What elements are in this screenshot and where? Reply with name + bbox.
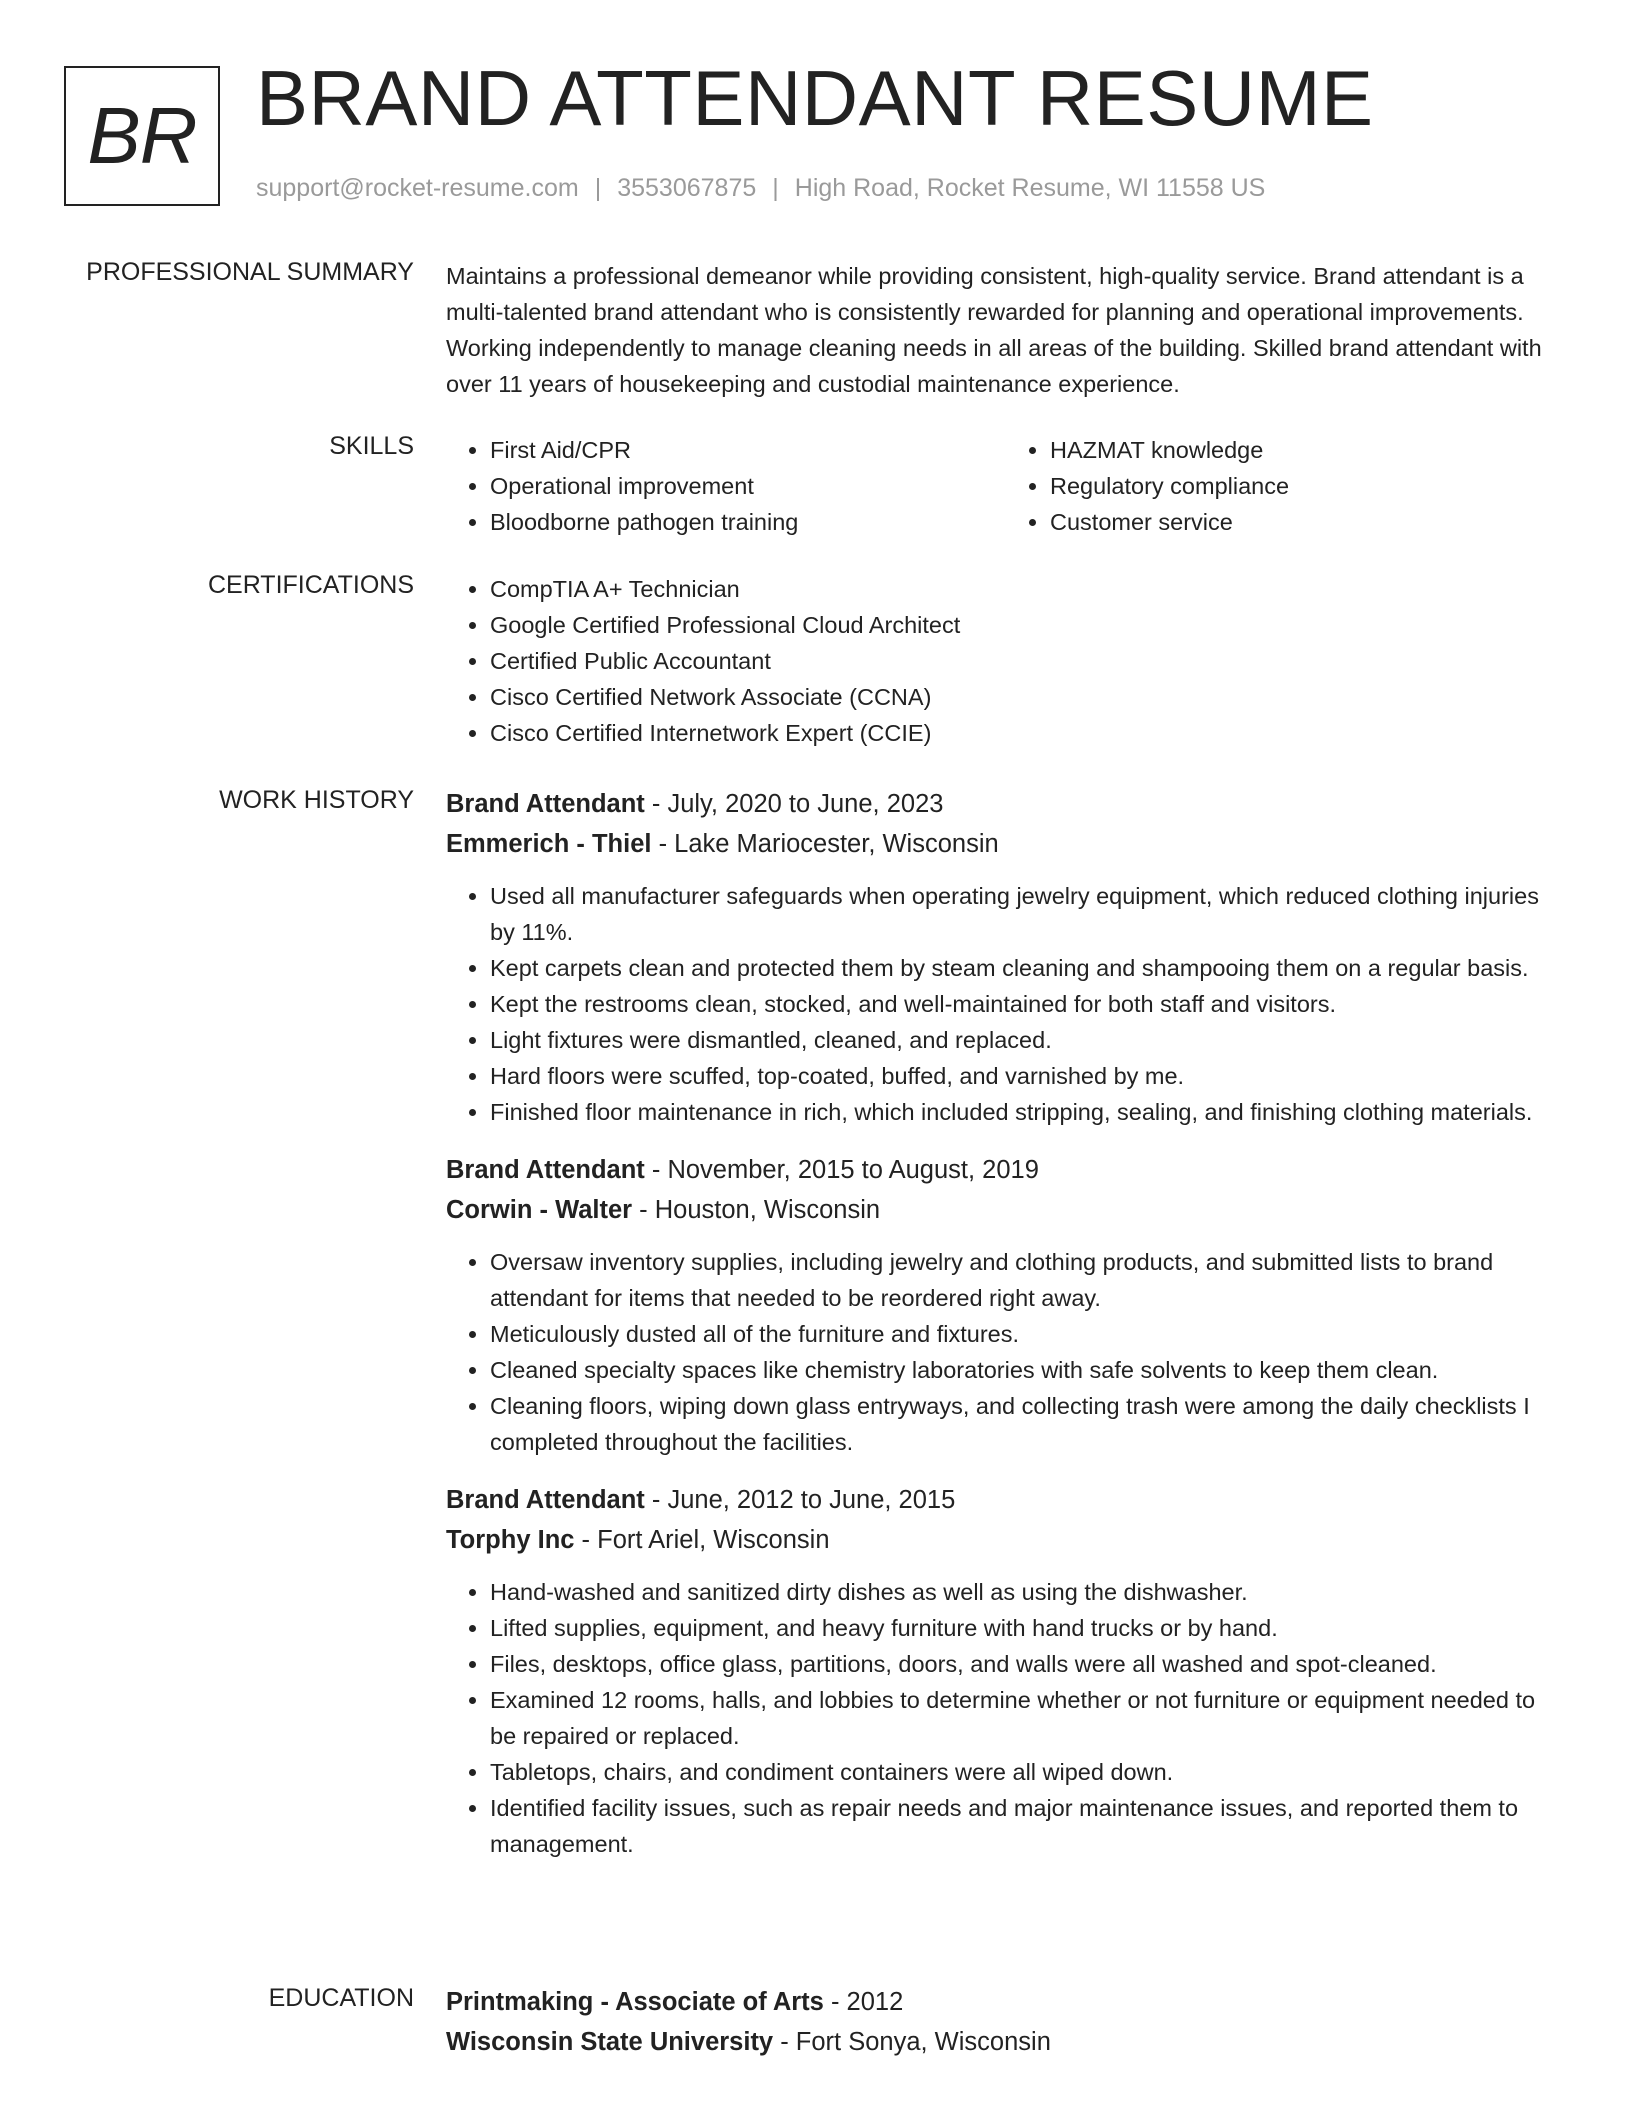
job-company: Emmerich - Thiel [446,830,652,858]
list-item: • Cleaned specialty spaces like chemistry laboratories with safe solvents to keep them clean. [490,1352,1566,1388]
job-location: - Lake Mariocester, Wisconsin [651,830,999,858]
list-item: • Customer service [1050,504,1566,540]
list-item: • CompTIA A+ Technician [490,571,1566,607]
monogram-initials: BR [87,91,197,180]
school: Wisconsin State University [446,2028,774,2056]
list-item: • Cisco Certified Internetwork Expert (CCIE) [490,715,1566,751]
education-content [446,1982,1566,2062]
skills-columns [446,432,1566,540]
work-history-content [446,784,1566,1882]
school-line [446,2022,1566,2062]
job-entry [446,784,1566,1130]
job-title-line [446,1150,1566,1190]
job-company-line [446,824,1566,864]
section-label-education: EDUCATION [268,1984,414,2012]
list-item: • Finished floor maintenance in rich, which included stripping, sealing, and finishing clothing materials. [490,1094,1566,1130]
list-item: • Google Certified Professional Cloud Architect [490,607,1566,643]
job-location: - Houston, Wisconsin [632,1196,881,1224]
school-location: - Fort Sonya, Wisconsin [773,2028,1051,2056]
list-item: • Cisco Certified Network Associate (CCNA) [490,679,1566,715]
contact-separator: | [772,174,779,202]
degree-year: - 2012 [823,1988,904,2016]
contact-phone[interactable]: 3553067875 [617,174,757,202]
job-location: - Fort Ariel, Wisconsin [574,1526,830,1554]
contact-separator: | [594,174,602,202]
job-title-line [446,1480,1566,1520]
summary-content [446,258,1566,402]
contact-line [256,174,1265,203]
list-item: • Used all manufacturer safeguards when operating jewelry equipment, which reduced clothing injuries by 11%. [490,878,1566,950]
skills-list-right [1006,432,1566,540]
job-title: Brand Attendant [446,1156,645,1184]
job-company-line [446,1190,1566,1230]
list-item: • Identified facility issues, such as repair needs and major maintenance issues, and reported them to management. [490,1790,1566,1862]
list-item: • Certified Public Accountant [490,643,1566,679]
list-item: • First Aid/CPR [490,432,1006,468]
contact-address: High Road, Rocket Resume, WI 11558 US [794,174,1266,202]
summary-text: Maintains a professional demeanor while providing consistent, high-quality service. Brand attendant is a multi-talented brand attendant who is consistently rewarded for planning and operational improvements. Working independently to manage cleaning needs in all areas of the building. Skilled brand attendant with over 11 years of housekeeping and custodial maintenance experience. [446,263,1542,397]
job-title: Brand Attendant [446,790,645,818]
job-company: Corwin - Walter [446,1196,633,1224]
list-item: • HAZMAT knowledge [1050,432,1566,468]
list-item: • Bloodborne pathogen training [490,504,1006,540]
section-label-summary: PROFESSIONAL SUMMARY [86,258,414,286]
job-bullets [446,1574,1566,1862]
contact-email[interactable]: support@rocket-resume.com [256,174,579,202]
job-bullets [446,878,1566,1130]
degree: Printmaking - Associate of Arts [446,1988,824,2016]
list-item: • Tabletops, chairs, and condiment containers were all wiped down. [490,1754,1566,1790]
list-item: • Kept carpets clean and protected them by steam cleaning and shampooing them on a regular basis. [490,950,1566,986]
job-dates: - November, 2015 to August, 2019 [644,1156,1039,1184]
job-title-line [446,784,1566,824]
list-item: • Light fixtures were dismantled, cleaned, and replaced. [490,1022,1566,1058]
job-company-line [446,1520,1566,1560]
monogram [64,66,220,206]
list-item: • Regulatory compliance [1050,468,1566,504]
list-item: • Examined 12 rooms, halls, and lobbies to determine whether or not furniture or equipment needed to be repaired or replaced. [490,1682,1566,1754]
job-entry [446,1480,1566,1862]
list-item: • Oversaw inventory supplies, including jewelry and clothing products, and submitted lists to brand attendant for items that needed to be reordered right away. [490,1244,1566,1316]
list-item: • Hand-washed and sanitized dirty dishes as well as using the dishwasher. [490,1574,1566,1610]
section-label-skills: SKILLS [329,432,414,460]
certifications-content [446,571,1566,751]
job-entry [446,1150,1566,1460]
section-label-work-history: WORK HISTORY [219,786,414,814]
skills-list-left [446,432,1006,540]
list-item: • Cleaning floors, wiping down glass entryways, and collecting trash were among the daily checklists I completed throughout the facilities. [490,1388,1566,1460]
job-title: Brand Attendant [446,1486,645,1514]
job-bullets [446,1244,1566,1460]
page-title: BRAND ATTENDANT RESUME [256,54,1374,142]
list-item: • Lifted supplies, equipment, and heavy furniture with hand trucks or by hand. [490,1610,1566,1646]
list-item: • Kept the restrooms clean, stocked, and well-maintained for both staff and visitors. [490,986,1566,1022]
job-company: Torphy Inc [446,1526,575,1554]
list-item: • Operational improvement [490,468,1006,504]
list-item: • Meticulously dusted all of the furniture and fixtures. [490,1316,1566,1352]
job-dates: - July, 2020 to June, 2023 [644,790,944,818]
job-dates: - June, 2012 to June, 2015 [644,1486,956,1514]
list-item: • Hard floors were scuffed, top-coated, buffed, and varnished by me. [490,1058,1566,1094]
list-item: • Files, desktops, office glass, partitions, doors, and walls were all washed and spot-cleaned. [490,1646,1566,1682]
certifications-list [446,571,1566,751]
section-label-certifications: CERTIFICATIONS [207,571,414,599]
degree-line [446,1982,1566,2022]
